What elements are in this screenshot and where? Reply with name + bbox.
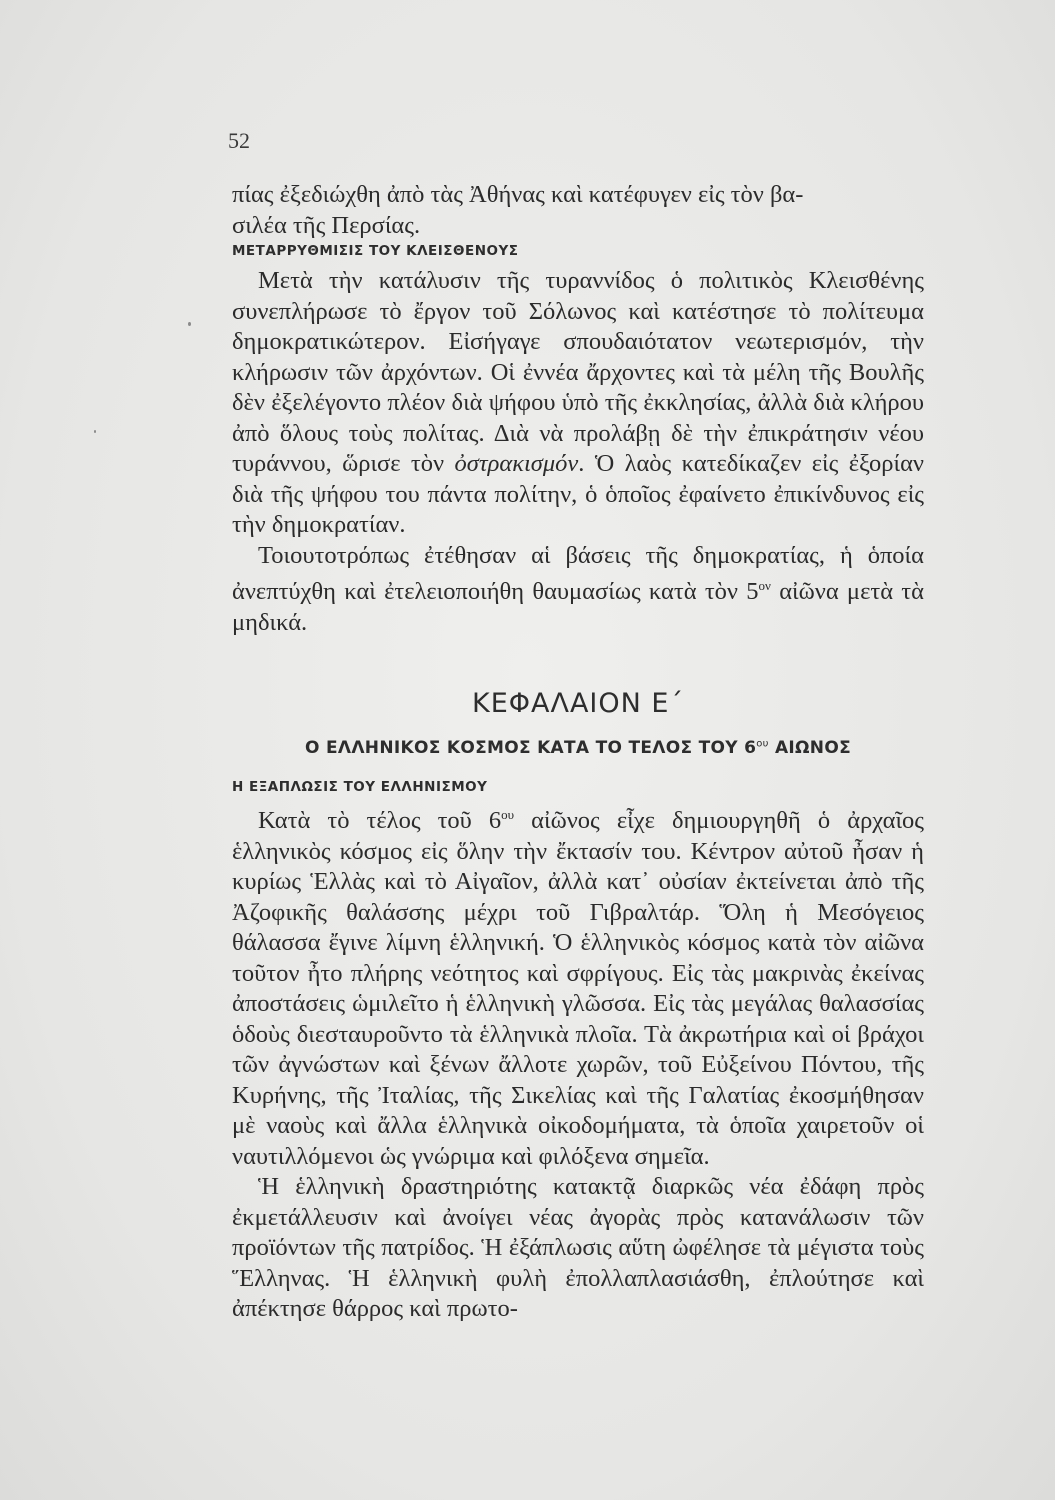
paragraph (232, 266, 924, 541)
section-body-kleisthenes (232, 266, 924, 638)
paragraph-text: αἰῶνα μετὰ τὰ μηδικά. (232, 578, 924, 636)
ordinal-suffix: ου (756, 738, 769, 750)
scan-speck (94, 430, 96, 433)
section-body-expansion (232, 800, 924, 1325)
section-heading-kleisthenes: ΜΕΤΑΡΡΥΘΜΙΣΙΣ ΤΟΥ ΚΛΕΙΣΘΕΝΟΥΣ (232, 243, 519, 259)
chapter-subtitle (232, 738, 924, 758)
chapter-subtitle-text: ΑΙΩΝΟΣ (768, 738, 851, 758)
scan-speck (188, 322, 191, 326)
paragraph-text: αἰῶνος εἶχε δημιουργηθῆ ὁ ἀρχαῖος ἑλληνικὸς κόσμος εἰς ὅλην τὴν ἔκτασίν του. Κέντρον αὐτοῦ ἦσαν ἡ κυρίως Ἑλλὰς καὶ τὸ Αἰγαῖον, ἀλλὰ κατ᾿ οὐσίαν ἐκτείνεται ἀπὸ τῆς Ἀζοφικῆς θαλάσσης μέχρι τοῦ Γιβραλτάρ. Ὅλη ἡ Μεσόγειος θάλασσα ἔγινε λίμνη ἑλληνική. Ὁ ἑλληνικὸς κόσμος κατὰ τὸν αἰῶνα τοῦτον ἦτο πλήρης νεότητος καὶ σφρίγους. Εἰς τὰς μακρινὰς ἐκείνας ἀποστάσεις ὡμιλεῖτο ἡ ἑλληνικὴ γλῶσσα. Εἰς τὰς μεγάλας θαλασσίας ὁδοὺς διεσταυροῦντο τὰ ἑλληνικὰ πλοῖα. Τὰ ἀκρωτήρια καὶ οἱ βράχοι τῶν ἀγνώστων καὶ ξένων ἄλλοτε χωρῶν, τοῦ Εὐξείνου Πόντου, τῆς Κυρήνης, τῆς Ἰταλίας, τῆς Σικελίας καὶ τῆς Γαλατίας ἐκοσμήθησαν μὲ ναοὺς καὶ ἄλλα ἑλληνικὰ οἰκοδομήματα, τὰ ὁποῖα χαιρετοῦν οἱ ναυτιλλόμενοι ὡς γνώριμα καὶ φιλόξενα σημεῖα. (232, 807, 925, 1170)
paragraph (232, 800, 924, 1172)
italic-term: ὀστρακισμόν (454, 450, 579, 477)
paragraph: Ἡ ἑλληνικὴ δραστηριότης κατακτᾷ διαρκῶς νέα ἐδάφη πρὸς ἐκμετάλλευσιν καὶ ἀνοίγει νέας ἀγορὰς πρὸς κατανάλωσιν τῶν προϊόντων τῆς πατρίδος. Ἡ ἐξάπλωσις αὕτη ὠφέλησε τὰ μέγιστα τοὺς Ἕλληνας. Ἡ ἑλληνικὴ φυλὴ ἐπολλαπλασιάσθη, ἐπλούτησε καὶ ἀπέκτησε θάρρος καὶ πρωτο- (232, 1173, 924, 1323)
chapter-subtitle-text: Ο ΕΛΛΗΝΙΚΟΣ ΚΟΣΜΟΣ ΚΑΤΑ ΤΟ ΤΕΛΟΣ ΤΟΥ 6 (305, 738, 757, 758)
carryover-line-1: πίας ἐξεδιώχθη ἀπὸ τὰς Ἀθήνας καὶ κατέφυγεν εἰς τὸν βα- (232, 181, 804, 208)
chapter-title: ΚΕΦΑΛΑΙΟΝ Ε΄ (472, 688, 684, 719)
paragraph-text: Μετὰ τὴν κατάλυσιν τῆς τυραννίδος ὁ πολιτικὸς Κλεισθένης συνεπλήρωσε τὸ ἔργον τοῦ Σόλωνος καὶ κατέστησε τὸ πολίτευμα δημοκρατικώτερον. Εἰσήγαγε σπουδαιότατον νεωτερισμόν, τὴν κλήρωσιν τῶν ἀρχόντων. Οἱ ἐννέα ἄρχοντες καὶ τὰ μέλη τῆς Βουλῆς δὲν ἐξελέγοντο πλέον διὰ ψήφου ὑπὸ τῆς ἐκκλησίας, ἀλλὰ διὰ κλήρου ἀπὸ ὅλους τοὺς πολίτας. Διὰ νὰ προλάβῃ δὲ τὴν ἐπικράτησιν νέου τυράννου, ὥρισε τὸν (232, 267, 924, 477)
paragraph-text: Κατὰ τὸ τέλος τοῦ 6 (258, 807, 502, 835)
ordinal-suffix: ον (758, 578, 771, 593)
paragraph-text: Τοιουτοτρόπως ἐτέθησαν αἱ βάσεις τῆς δημοκρατίας, ἡ ὁποία ἀνεπτύχθη καὶ ἐτελειοποιήθη θαυμασίως κατὰ τὸν 5 (232, 541, 924, 606)
paragraph-text: . Ὁ λαὸς κατεδίκαζεν εἰς ἐξορίαν διὰ τῆς ψήφου του πάντα πολίτην, ὁ ὁποῖος ἐφαίνετο ἐπικίνδυνος εἰς τὴν δημοκρατίαν. (232, 450, 925, 538)
page-number: 52 (228, 128, 250, 153)
ordinal-suffix: ου (501, 807, 515, 822)
carryover-line-2: σιλέα τῆς Περσίας. (232, 211, 421, 239)
section-heading-expansion: Η ΕΞΑΠΛΩΣΙΣ ΤΟΥ ΕΛΛΗΝΙΣΜΟΥ (232, 779, 488, 795)
paragraph (232, 541, 924, 639)
carryover-text (232, 180, 924, 241)
